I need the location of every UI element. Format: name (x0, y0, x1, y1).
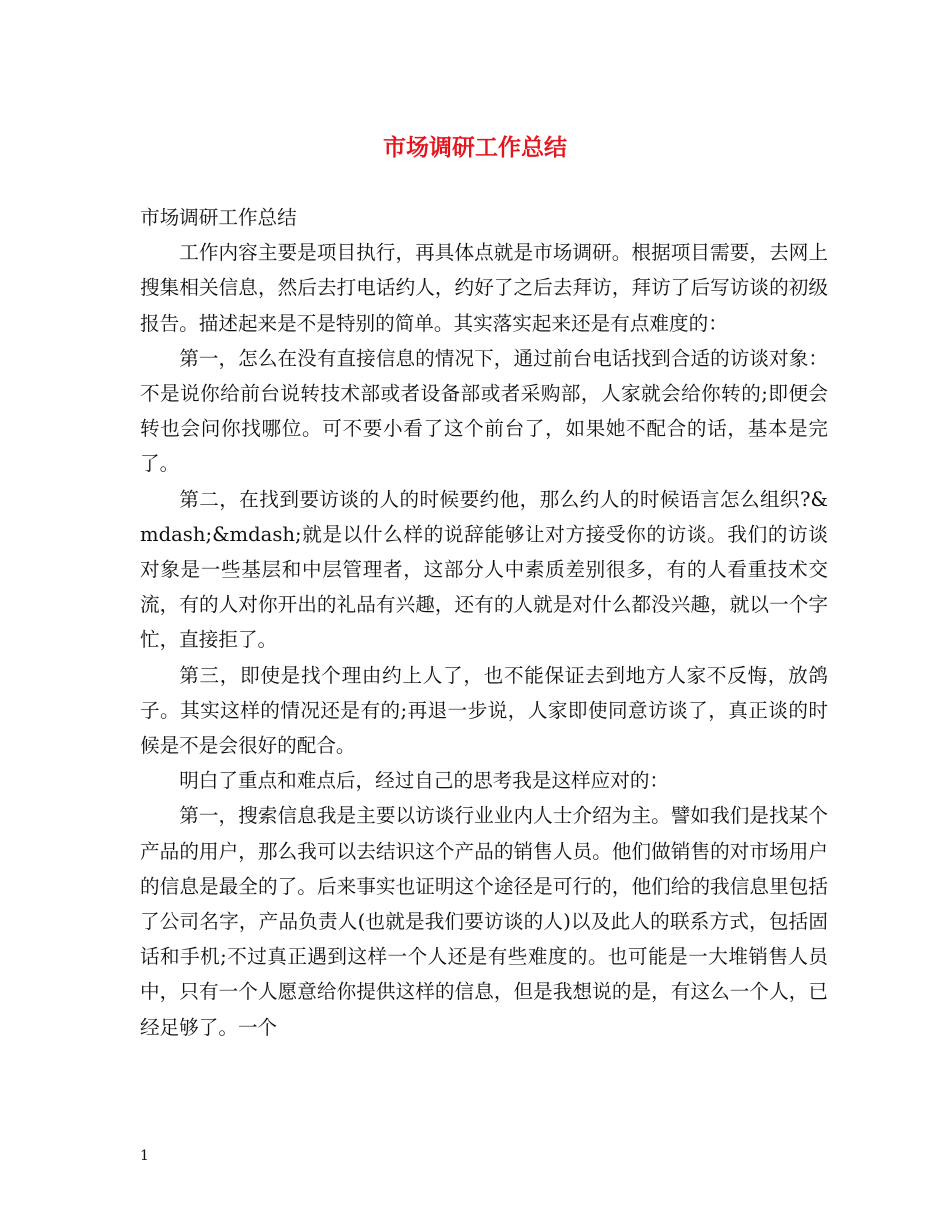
paragraph: 第二，在找到要访谈的人的时候要约他，那么约人的时候语言怎么组织?&mdash;&mdash;就是以什么样的说辞能够让对方接受你的访谈。我们的访谈对象是一些基层和中层管理者，这部分人中素质差别很多，有的人看重技术交流，有的人对你开出的礼品有兴趣，还有的人就是对什么都没兴趣，就以一个字忙，直接拒了。 (140, 487, 828, 652)
document-title: 市场调研工作总结 (383, 134, 567, 161)
paragraph-heading: 市场调研工作总结 (140, 206, 297, 229)
paragraph: 第一，搜索信息我是主要以访谈行业业内人士介绍为主。譬如我们是找某个产品的用户，那么我可以去结识这个产品的销售人员。他们做销售的对市场用户的信息是最全的了。后来事实也证明这个途径是可行的，他们给的我信息里包括了公司名字，产品负责人(也就是我们要访谈的人)以及此人的联系方式，包括固话和手机;不过真正遇到这样一个人还是有些难度的。也可能是一大堆销售人员中，只有一个人愿意给你提供这样的信息，但是我想说的是，有这么一个人，已经足够了。一个 (140, 804, 828, 1039)
paragraph: 第三，即使是找个理由约上人了，也不能保证去到地方人家不反悔，放鸽子。其实这样的情况还是有的;再退一步说，人家即使同意访谈了，真正谈的时候是不是会很好的配合。 (140, 663, 828, 758)
paragraph: 第一，怎么在没有直接信息的情况下，通过前台电话找到合适的访谈对象：不是说你给前台说转技术部或者设备部或者采购部，人家就会给你转的;即便会转也会问你找哪位。可不要小看了这个前台了，如果她不配合的话，基本是完了。 (140, 346, 828, 476)
paragraph: 工作内容主要是项目执行，再具体点就是市场调研。根据项目需要，去网上搜集相关信息，然后去打电话约人，约好了之后去拜访，拜访了后写访谈的初级报告。描述起来是不是特别的简单。其实落实起来还是有点难度的： (140, 241, 828, 335)
document-body (140, 200, 828, 1045)
page-number: 1 (140, 1148, 149, 1164)
paragraph: 明白了重点和难点后，经过自己的思考我是这样应对的： (179, 769, 670, 793)
